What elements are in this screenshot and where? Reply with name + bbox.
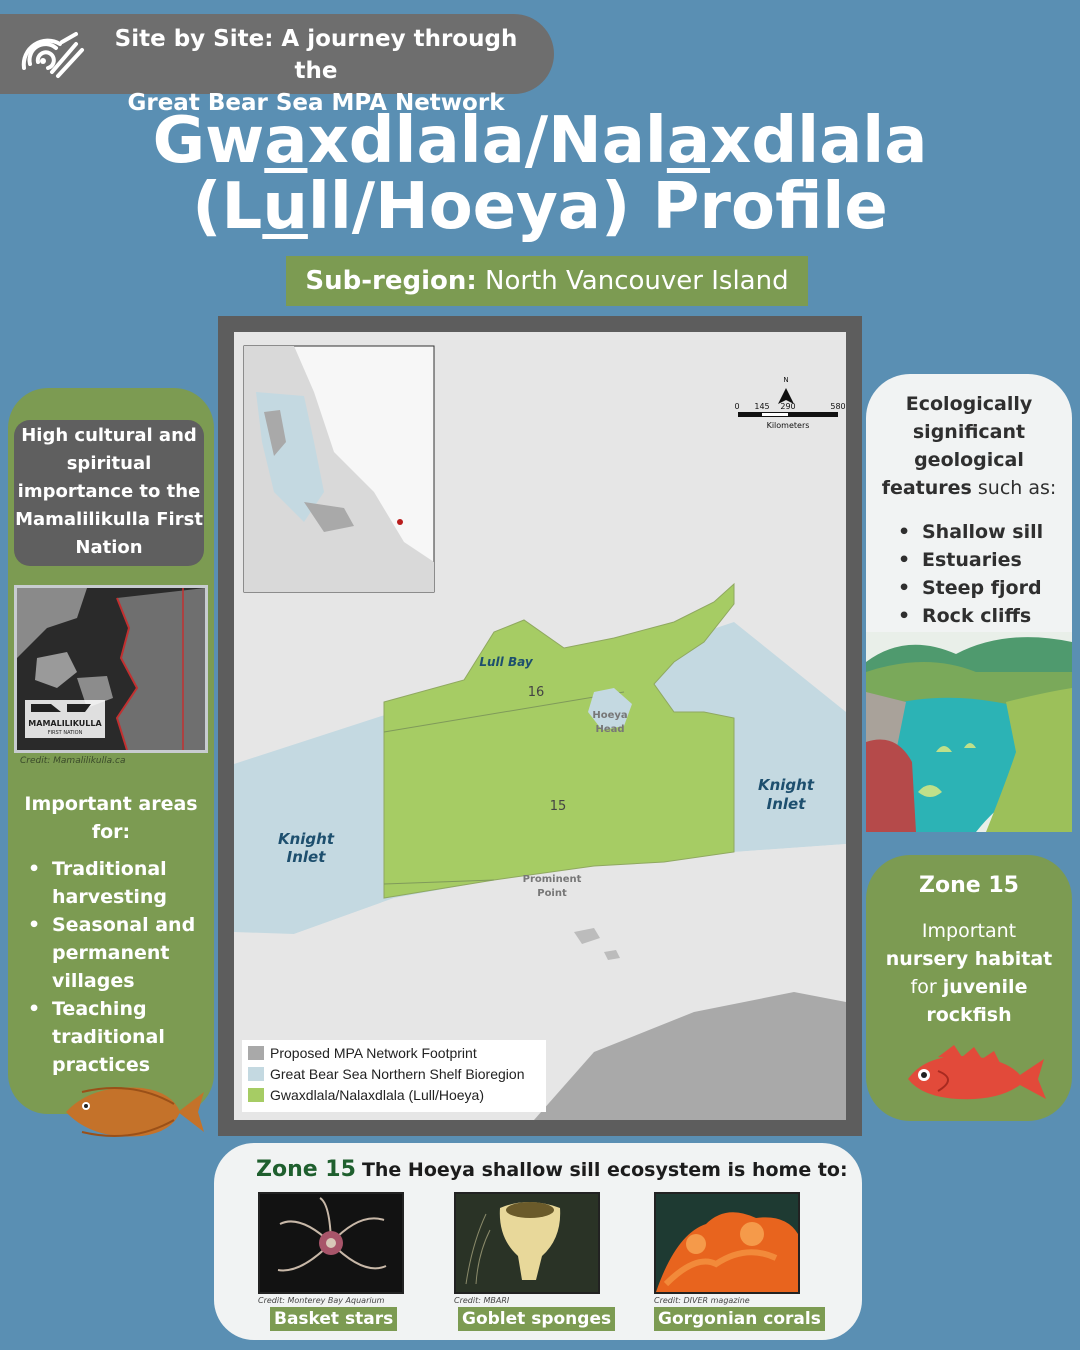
species-card-gorgonian-corals [654, 1192, 821, 1331]
map-frame [218, 316, 862, 1136]
subregion-badge: Sub-region: North Vancouver Island [286, 256, 808, 306]
svg-text:Kilometers: Kilometers [766, 421, 810, 430]
svg-text:0: 0 [734, 402, 740, 411]
zone-description: Important nursery habitat for juvenile rockfish [885, 920, 1053, 1026]
species-card-goblet-sponges [454, 1192, 612, 1331]
legend-swatch-bioregion [248, 1067, 264, 1081]
legend-label: Great Bear Sea Northern Shelf Bioregion [270, 1066, 525, 1082]
photo-credit: Credit: Mamalilikulla.ca [20, 756, 126, 766]
legend-label: Gwaxdlala/Nalaxdlala (Lull/Hoeya) [270, 1087, 484, 1103]
species-label: Goblet sponges [458, 1307, 615, 1331]
list-item: • Estuaries [894, 546, 1043, 574]
halibut-icon [62, 1082, 208, 1142]
goblet-sponge-photo [454, 1192, 600, 1294]
species-credit: Credit: MBARI [454, 1296, 510, 1305]
areas-title: Important areas for: [24, 793, 198, 843]
knight-inlet-west-2: Inlet [286, 848, 326, 866]
svg-text:MAMALILIKULLA: MAMALILIKULLA [28, 719, 102, 728]
features-list [894, 518, 1043, 630]
prominent-point-1: Prominent [522, 874, 582, 885]
list-item: • Traditional harvesting [24, 855, 210, 911]
zone-16-label: 16 [527, 685, 545, 700]
mamalilikulla-logo [25, 700, 105, 738]
fjord-illustration [866, 632, 1072, 832]
geology-panel [866, 374, 1072, 832]
svg-text:FIRST NATION: FIRST NATION [47, 730, 83, 736]
svg-text:290: 290 [780, 402, 796, 411]
list-item: • Teaching traditional practices [24, 995, 210, 1079]
list-item: • Seasonal and permanent villages [24, 911, 210, 995]
svg-text:N: N [783, 376, 789, 384]
svg-text:580: 580 [830, 402, 846, 411]
series-banner [0, 14, 554, 116]
areas-list [24, 855, 210, 1079]
species-label: Gorgonian corals [654, 1307, 825, 1331]
series-title: Site by Site: A journey through the Great Bear Sea MPA Network [114, 26, 518, 116]
legend-swatch-footprint [248, 1046, 264, 1060]
legend-swatch-mpa [248, 1088, 264, 1102]
legend-label: Proposed MPA Network Footprint [270, 1045, 477, 1061]
aerial-photo [14, 585, 208, 753]
hoeya-head-label-2: Head [595, 724, 625, 735]
knight-inlet-east-1: Knight [757, 776, 815, 794]
cultural-importance-text: High cultural and spiritual importance to the Mamalilikulla First Nation [14, 420, 204, 566]
map-legend [242, 1040, 546, 1112]
lull-bay-label: Lull Bay [479, 655, 533, 669]
rockfish-icon [898, 1043, 1048, 1107]
species-label: Basket stars [270, 1307, 397, 1331]
knight-inlet-west-1: Knight [277, 830, 335, 848]
list-item: • Shallow sill [894, 518, 1043, 546]
knight-inlet-east-2: Inlet [766, 795, 806, 813]
species-credit: Credit: DIVER magazine [654, 1296, 750, 1305]
swirl-logo-icon [18, 28, 88, 84]
species-credit: Credit: Monterey Bay Aquarium [258, 1296, 385, 1305]
prominent-point-2: Point [537, 888, 567, 899]
site-map [234, 332, 846, 1120]
basket-star-photo [258, 1192, 404, 1294]
list-item: • Rock cliffs [894, 602, 1043, 630]
gorgonian-coral-photo [654, 1192, 800, 1294]
zone-title: Zone 15 [919, 873, 1019, 898]
hoeya-head-label-1: Hoeya [592, 710, 628, 721]
ecosystem-title: Zone 15 The Hoeya shallow sill ecosystem is home to: [256, 1157, 848, 1182]
site-marker [397, 519, 403, 525]
page-title: Gwaxdlala/Nalaxdlala (Lull/Hoeya) Profile [152, 104, 928, 244]
ecosystem-panel [214, 1143, 862, 1340]
inset-map [244, 346, 434, 592]
list-item: • Steep fjord [894, 574, 1043, 602]
geology-title: Ecologically significant geological features such as: [881, 393, 1057, 499]
zone-15-label: 15 [549, 799, 567, 814]
species-card-basket-stars [258, 1192, 404, 1331]
svg-text:145: 145 [754, 402, 770, 411]
